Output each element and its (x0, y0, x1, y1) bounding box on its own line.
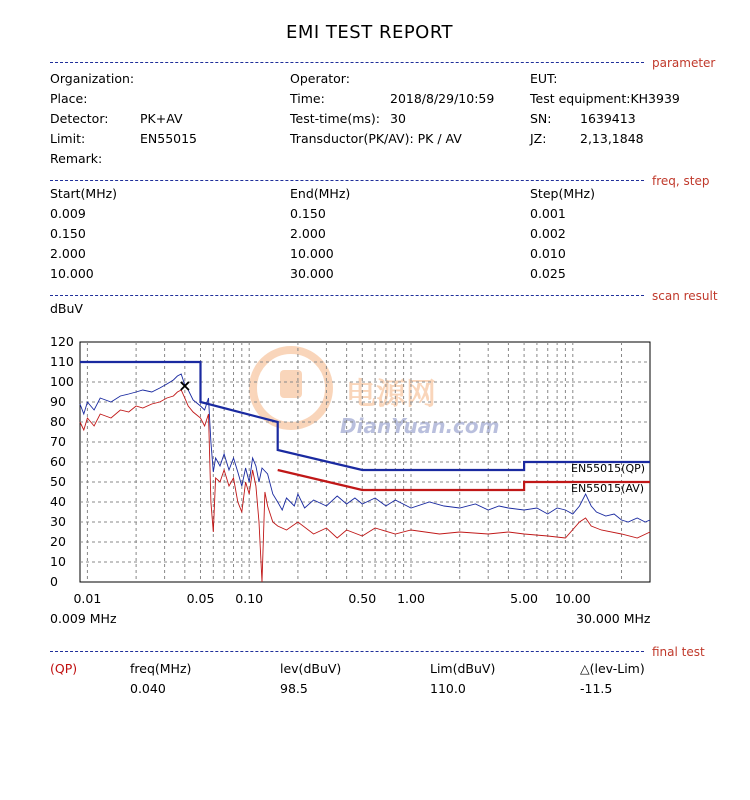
limit-label-qp: EN55015(QP) (571, 462, 646, 475)
freq-header-step: Step(MHz) (530, 186, 595, 201)
eut-label: EUT: (530, 71, 558, 86)
freq-cell: 0.002 (530, 226, 566, 241)
final-detector: (QP) (50, 661, 78, 676)
test-equipment: Test equipment:KH3939 (530, 91, 680, 106)
y-tick-label: 10 (50, 554, 66, 569)
x-tick-label: 0.01 (73, 591, 102, 606)
sn-value: 1639413 (580, 111, 636, 126)
test-time-label: Test-time(ms): (290, 111, 381, 126)
jz-label: JZ: (530, 131, 547, 146)
x-tick-label: 0.50 (348, 591, 377, 606)
limit-value: EN55015 (140, 131, 198, 146)
x-tick-labels (73, 591, 590, 606)
y-tick-label: 20 (50, 534, 66, 549)
final-header-lev: lev(dBuV) (280, 661, 342, 676)
section-label-freq-step: freq, step (652, 174, 710, 188)
y-tick-label: 110 (50, 354, 74, 369)
final-value-lev: 98.5 (280, 681, 308, 696)
x-end-label: 30.000 MHz (576, 611, 651, 626)
x-tick-label: 0.10 (235, 591, 264, 606)
report-title: EMI TEST REPORT (286, 22, 454, 43)
freq-cell: 0.009 (50, 206, 86, 221)
y-tick-label: 90 (50, 394, 66, 409)
section-label-parameter: parameter (652, 56, 716, 70)
x-tick-label: 5.00 (510, 591, 539, 606)
final-test-divider (50, 651, 644, 652)
freq-header-end: End(MHz) (290, 186, 351, 201)
time-label: Time: (290, 91, 325, 106)
freq-cell: 0.150 (290, 206, 326, 221)
freq-cell: 2.000 (290, 226, 326, 241)
time-value: 2018/8/29/10:59 (390, 91, 495, 106)
y-tick-labels (50, 334, 74, 589)
freq-cell: 2.000 (50, 246, 86, 261)
y-tick-label: 30 (50, 514, 66, 529)
watermark-cn: 电源网 (346, 377, 436, 412)
y-tick-label: 50 (50, 474, 66, 489)
x-start-label: 0.009 MHz (50, 611, 117, 626)
y-tick-label: 100 (50, 374, 74, 389)
final-value-lim: 110.0 (430, 681, 466, 696)
operator-label: Operator: (290, 71, 350, 86)
limit-label-av: EN55015(AV) (571, 482, 645, 495)
y-tick-label: 40 (50, 494, 66, 509)
final-header-lim: Lim(dBuV) (430, 661, 496, 676)
freq-cell: 10.000 (50, 266, 94, 281)
transductor: Transductor(PK/AV): PK / AV (290, 131, 462, 146)
peak-marker (178, 376, 191, 395)
y-axis-unit-label: dBuV (50, 301, 83, 316)
x-tick-label: 1.00 (397, 591, 425, 606)
y-tick-label: 0 (50, 574, 58, 589)
peak-marker-symbol: × (178, 376, 192, 395)
watermark (253, 350, 499, 438)
y-tick-label: 70 (50, 434, 66, 449)
final-header-delta: △(lev-Lim) (580, 661, 645, 676)
limit-label: Limit: (50, 131, 86, 146)
final-value-freq: 0.040 (130, 681, 166, 696)
freq-cell: 0.001 (530, 206, 566, 221)
y-tick-label: 80 (50, 414, 66, 429)
section-label-scan-result: scan result (652, 289, 718, 303)
x-tick-label: 0.05 (186, 591, 215, 606)
sn-label: SN: (530, 111, 552, 126)
freq-cell: 0.150 (50, 226, 86, 241)
final-value-delta: -11.5 (580, 681, 613, 696)
detector-value: PK+AV (140, 111, 183, 126)
detector-label: Detector: (50, 111, 109, 126)
freq-cell: 0.025 (530, 266, 566, 281)
freq-cell: 30.000 (290, 266, 334, 281)
section-label-final-test: final test (652, 645, 705, 659)
freq-header-start: Start(MHz) (50, 186, 118, 201)
y-tick-label: 60 (50, 454, 66, 469)
jz-value: 2,13,1848 (580, 131, 644, 146)
test-time-value: 30 (390, 111, 406, 126)
freq-cell: 0.010 (530, 246, 566, 261)
place-label: Place: (50, 91, 88, 106)
y-tick-label: 120 (50, 334, 74, 349)
watermark-en: DianYuan.com (340, 414, 500, 438)
x-tick-label: 10.00 (554, 591, 591, 606)
freq-cell: 10.000 (290, 246, 334, 261)
final-header-freq: freq(MHz) (130, 661, 192, 676)
organization-label: Organization: (50, 71, 135, 86)
remark-label: Remark: (50, 151, 103, 166)
